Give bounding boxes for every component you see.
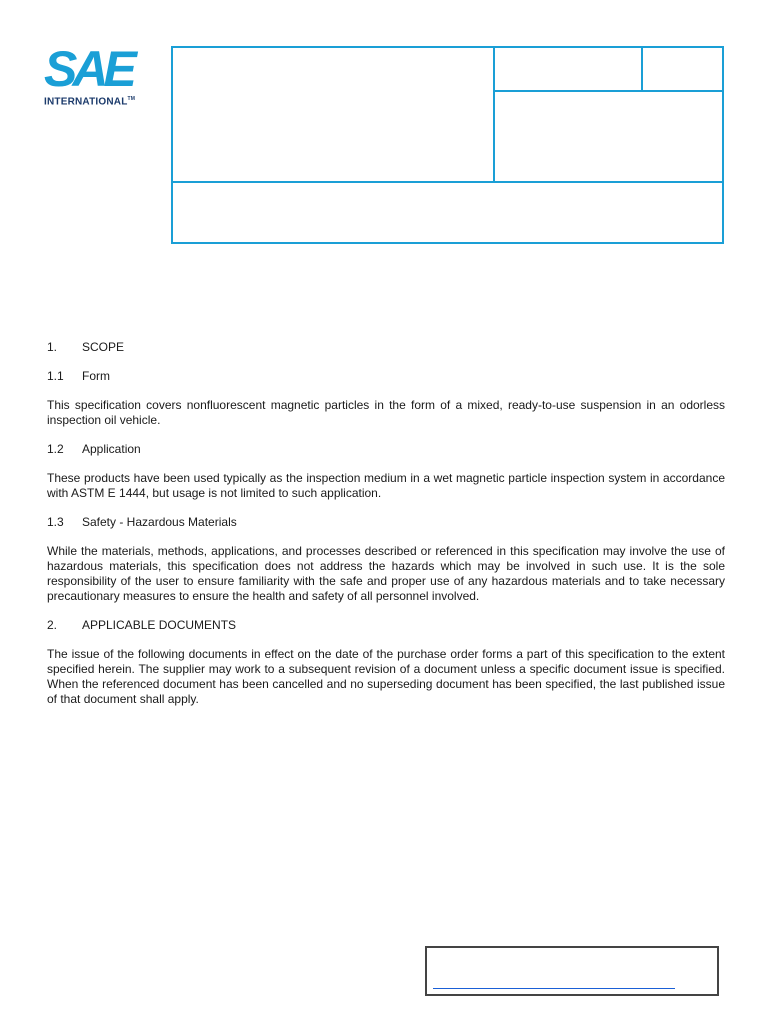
section-heading-application: 1.2 Application — [47, 442, 141, 456]
header-box-col-divider — [493, 46, 495, 183]
section-heading-scope: 1. SCOPE — [47, 340, 125, 354]
trademark-mark: TM — [127, 96, 136, 102]
section-heading-applicable-documents: 2. APPLICABLE DOCUMENTS — [47, 618, 237, 632]
header-box-border-right — [722, 46, 724, 244]
footer-box — [425, 946, 719, 996]
footer-link-underline[interactable] — [433, 988, 675, 989]
section-heading-safety: 1.3 Safety - Hazardous Materials — [47, 515, 237, 529]
paragraph-safety: While the materials, methods, applications, and processes described or referenced in this specification may involve the use of hazardous materials, this specification does not address the hazards which may be involved in such use. It is the sole responsibility of the user to ensure familiarity with the safe and proper use of any hazardous materials and to take necessary precautionary measures to ensure the health and safety of all personnel involved. — [47, 544, 725, 603]
logo-mark: SAE — [44, 41, 132, 97]
document-header-box — [171, 46, 724, 244]
sae-logo — [44, 41, 154, 110]
section-heading-form: 1.1 Form — [47, 369, 110, 383]
header-box-row-divider — [171, 181, 724, 183]
header-box-small-divider — [641, 46, 643, 92]
paragraph-applicable-documents: The issue of the following documents in effect on the date of the purchase order forms a part of this specification to the extent specified herein. The supplier may work to a subsequent revision of a document unless a specific document issue is specified. When the referenced document has been cancelled and no superseding document has been specified, the last published issue of that document shall apply. — [47, 647, 725, 706]
header-box-border-bottom — [171, 242, 724, 244]
paragraph-application: These products have been used typically as the inspection medium in a wet magnetic particle inspection system in accordance with ASTM E 1444, but usage is not limited to such application. — [47, 471, 725, 500]
paragraph-form: This specification covers nonfluorescent magnetic particles in the form of a mixed, ready-to-use suspension in an odorless inspection oil vehicle. — [47, 398, 725, 427]
document-body — [47, 340, 725, 721]
logo-subtitle: INTERNATIONAL™ — [44, 96, 136, 108]
header-box-right-divider — [493, 90, 724, 92]
header-box-border-left — [171, 46, 173, 244]
